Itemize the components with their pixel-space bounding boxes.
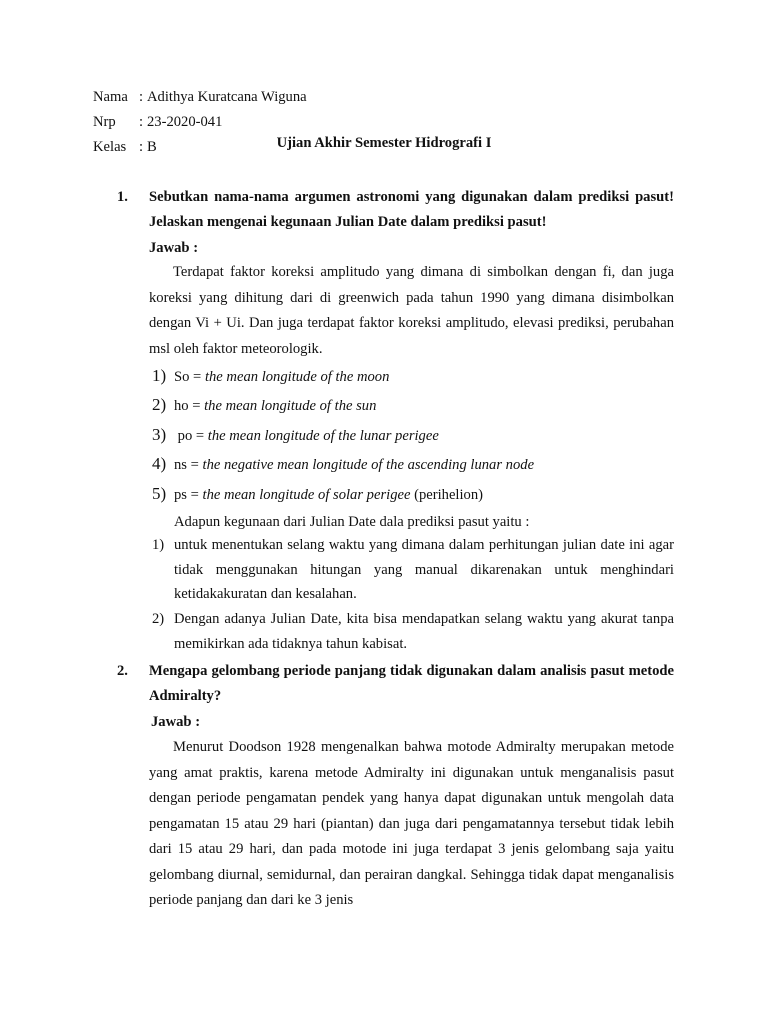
list-number: 2)	[152, 611, 165, 627]
answer-1-paragraph: Terdapat faktor koreksi amplitudo yang dimana di simbolkan dengan fi, dan juga koreksi yang dihitung dari di greenwich pada tahun 1990 yang dimana disimbolkan dengan Vi + Ui. Dan juga terdapat faktor koreksi amplitudo, elevasi prediksi, perubahan msl oleh faktor meteorologik.	[149, 264, 674, 357]
argument-item-5	[152, 484, 483, 505]
list-number: 1)	[152, 537, 165, 553]
argument-symbol: So =	[174, 369, 205, 385]
kelas-value: B	[147, 139, 157, 155]
question-2-number: 2.	[117, 663, 128, 679]
argument-symbol: ns =	[174, 457, 203, 473]
list-text: Dengan adanya Julian Date, kita bisa mendapatkan selang waktu yang akurat tanpa memikirkan ada tidaknya tahun kabisat.	[174, 611, 674, 652]
argument-number: 1)	[152, 366, 167, 385]
answer-1-label: Jawab :	[149, 240, 199, 256]
argument-number: 5)	[152, 484, 167, 503]
argument-description: the mean longitude of the moon	[204, 369, 390, 385]
kelas-label: Kelas	[93, 139, 127, 155]
julian-use-item-1	[152, 533, 674, 607]
argument-symbol: ps =	[174, 487, 203, 503]
list-text: untuk menentukan selang waktu yang dimana dalam perhitungan julian date ini agar tidak menggunakan hitungan yang manual dikarenakan untuk menghindari ketidakakuratan dan kesalahan.	[174, 537, 674, 602]
argument-description: the negative mean longitude of the ascending lunar node	[202, 457, 535, 473]
argument-number: 2)	[152, 395, 167, 414]
argument-item-2	[152, 395, 376, 416]
argument-extra: (perihelion)	[410, 487, 483, 503]
question-1-text: Sebutkan nama-nama argumen astronomi yang digunakan dalam prediksi pasut! Jelaskan mengenai kegunaan Julian Date dalam prediksi pasut!	[149, 189, 674, 230]
nrp-label: Nrp	[93, 114, 116, 130]
julian-use-item-2	[152, 607, 674, 656]
kelas-separator: :	[139, 139, 144, 155]
nrp-separator: :	[139, 114, 144, 130]
question-1-number: 1.	[117, 189, 128, 205]
name-separator: :	[139, 89, 144, 105]
julian-date-intro: Adapun kegunaan dari Julian Date dala prediksi pasut yaitu :	[174, 514, 530, 530]
question-2-text: Mengapa gelombang periode panjang tidak digunakan dalam analisis pasut metode Admiralty?	[149, 663, 674, 704]
name-label: Nama	[93, 89, 128, 105]
argument-description: the mean longitude of the sun	[204, 398, 377, 414]
answer-2-label: Jawab :	[151, 714, 201, 730]
name-row	[93, 88, 307, 106]
argument-item-1	[152, 366, 389, 387]
argument-item-4	[152, 454, 534, 475]
argument-number: 4)	[152, 454, 167, 473]
argument-symbol: po =	[174, 428, 208, 444]
exam-title: Ujian Akhir Semester Hidrografi I	[276, 135, 492, 151]
argument-symbol: ho =	[174, 398, 205, 414]
answer-2-paragraph: Menurut Doodson 1928 mengenalkan bahwa motode Admiralty merupakan metode yang amat praktis, karena metode Admiralty ini digunakan untuk menganalisis pasut dengan periode pengamatan pendek yang hanya dapat digunakan untuk mengolah data pengamatan 15 atau 29 hari (piantan) dan juga dari pengamatannya tersebut tidak lebih dari 15 atau 29 hari, dan pada motode ini juga terdapat 3 jenis gelombang saja yaitu gelombang diurnal, semidurnal, dan perairan dangkal. Sehingga tidak dapat menganalisis periode panjang dan dari ke 3 jenis	[149, 739, 674, 908]
argument-number: 3)	[152, 425, 167, 444]
name-value: Adithya Kuratcana Wiguna	[147, 89, 307, 105]
argument-description: the mean longitude of solar perigee	[202, 487, 411, 503]
nrp-value: 23-2020-041	[147, 114, 223, 130]
argument-description: the mean longitude of the lunar perigee	[207, 428, 439, 444]
argument-item-3	[152, 425, 439, 446]
nrp-row	[93, 113, 222, 131]
